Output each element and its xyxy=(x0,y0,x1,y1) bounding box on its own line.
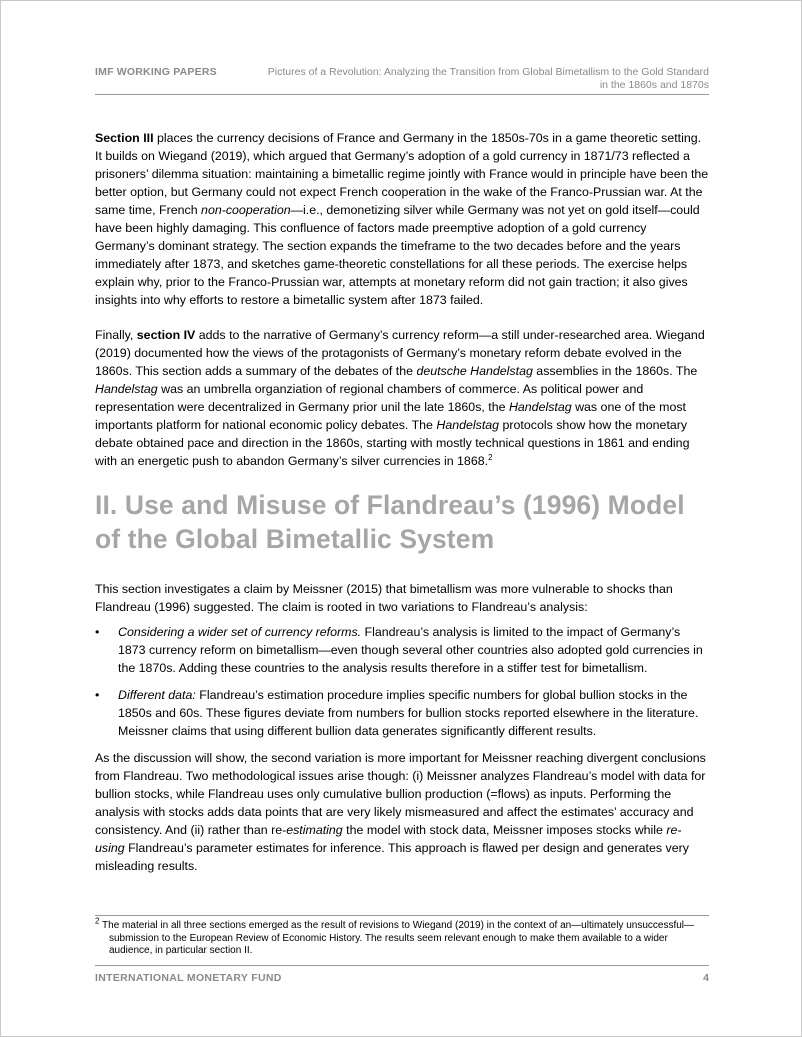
list-item xyxy=(95,623,709,677)
text-run: Flandreau’s analysis is limited to the impact of Germany’s 1873 currency reform on bimetallism—even though several other countries also adopted gold currencies in the 1870s. Adding these countries to the analysis results therefore in a stiffer test for bimetallism. xyxy=(118,625,703,675)
footnote-number: 2 xyxy=(95,916,100,926)
text-run: —i.e., demonetizing silver while Germany was not yet on gold itself—could have been highly damaging. This confluence of factors made preemptive adoption of a gold currency Germany’s dominant strategy. The section expands the timeframe to the two decades before and the years immediately after 1873, and sketches game-theoretic constellations for all these periods. The exercise helps explain why, prior to the Franco-Prussian war, attempts at monetary reform did not gain traction; it also gives insights into why efforts to restore a bimetallic system after 1873 failed. xyxy=(95,203,700,307)
section-heading: II. Use and Misuse of Flandreau’s (1996) Model of the Global Bimetallic System xyxy=(95,490,685,554)
emphasis: Handelstag xyxy=(508,400,572,414)
text-run: places the currency decisions of France and Germany in the 1850s-70s in a game theoretic setting. It builds on Wiegand (2019), which argued that Germany’s adoption of a gold currency in 1871/73 reflected a prisoners’ dilemma situation: maintaining a bimetallic regime jointly with France would in principle have been the better option, but Germany could not expect French cooperation in the wake of the Franco-Prussian war. At the same time, French xyxy=(95,131,709,217)
text-run: was an umbrella organziation of regional chambers of commerce. As political power and representation were decentralized in Germany prior unil the late 1860s, the xyxy=(95,382,644,414)
paper-title-line-2: in the 1860s and 1870s xyxy=(599,79,709,91)
paper-title-line-1: Pictures of a Revolution: Analyzing the Transition from Global Bimetallism to the Gold Standard xyxy=(267,66,709,78)
section-iii-lead: Section III xyxy=(95,131,154,145)
series-name: IMF WORKING PAPERS xyxy=(95,66,217,78)
text-run: As the discussion will show, the second variation is more important for Meissner reaching divergent conclusions from Flandreau. Two methodological issues arise though: (i) Meissner analyzes Flandreau’s model with data for bullion stocks, while Flandreau uses only cumulative bullion production (=flows) as inputs. Performing the analysis with stocks adds data points that are very likely mismeasured and affect the estimates’ accuracy and consistency. And (ii) rather than re- xyxy=(95,751,706,837)
text-run: adds to the narrative of Germany’s currency reform—a still under-researched area. Wiegand (2019) documented how the views of the protagonists of Germany’s monetary reform debate evolved in the 1860s. This section adds a summary of the debates of the xyxy=(95,328,705,378)
section-intro: This section investigates a claim by Meissner (2015) that bimetallism was more vulnerable to shocks than Flandreau (1996) suggested. The claim is rooted in two variations to Flandreau’s analysis: xyxy=(95,582,673,614)
emphasis: estimating xyxy=(286,823,343,837)
emphasis: Different data: xyxy=(118,688,196,702)
emphasis: Handelstag xyxy=(95,382,158,396)
section-iv-lead: section IV xyxy=(136,328,196,342)
footnotes xyxy=(95,915,709,958)
emphasis: deutsche Handelstag xyxy=(416,364,533,378)
footnote-2 xyxy=(95,916,709,958)
paragraph-methodology xyxy=(95,749,709,875)
text-run: protocols show how the monetary debate obtained pace and direction in the 1860s, starting with mostly technical questions in 1861 and ending with an energetic push to abandon Germany’s silver currencies in 1868. xyxy=(95,418,690,468)
page-number: 4 xyxy=(703,972,709,984)
text-run: assemblies in the 1860s. The xyxy=(532,364,698,378)
variations-list xyxy=(95,623,709,740)
page-footer xyxy=(95,965,709,986)
bullet-icon: • xyxy=(95,688,100,702)
emphasis: re-using xyxy=(95,823,682,855)
text-run: Finally, xyxy=(95,328,137,342)
emphasis: Handelstag xyxy=(436,418,500,432)
list-item xyxy=(95,686,709,740)
emphasis: Considering a wider set of currency reforms. xyxy=(118,625,362,639)
text-run: the model with stock data, Meissner imposes stocks while xyxy=(342,823,667,837)
footer-org: INTERNATIONAL MONETARY FUND xyxy=(95,972,282,984)
text-run: Flandreau’s estimation procedure implies specific numbers for global bullion stocks in the 1850s and 60s. These figures deviate from numbers for bullion stocks reported elsewhere in the literature. Meissner claims that using different bullion data generates significantly different results. xyxy=(118,688,699,738)
body-text xyxy=(95,129,709,875)
bullet-icon: • xyxy=(95,625,100,639)
footnote-text: The material in all three sections emerged as the result of revisions to Wiegand (2019) in the context of an—ultimately unsuccessful— submission to the European Review of Economic History. The results seem relevant enough to make them available to a wider audience, in particular section II. xyxy=(99,920,695,957)
text-run: was one of the most importants platform for national economic policy debates. The xyxy=(95,400,686,432)
text-run: Flandreau’s parameter estimates for inference. This approach is flawed per design and generates very misleading results. xyxy=(95,841,689,873)
running-header xyxy=(95,66,709,95)
footnote-ref[interactable]: 2 xyxy=(488,452,493,462)
paragraph-section-iii xyxy=(95,129,709,309)
emphasis: non-cooperation xyxy=(201,203,291,217)
paragraph-section-iv xyxy=(95,326,709,470)
